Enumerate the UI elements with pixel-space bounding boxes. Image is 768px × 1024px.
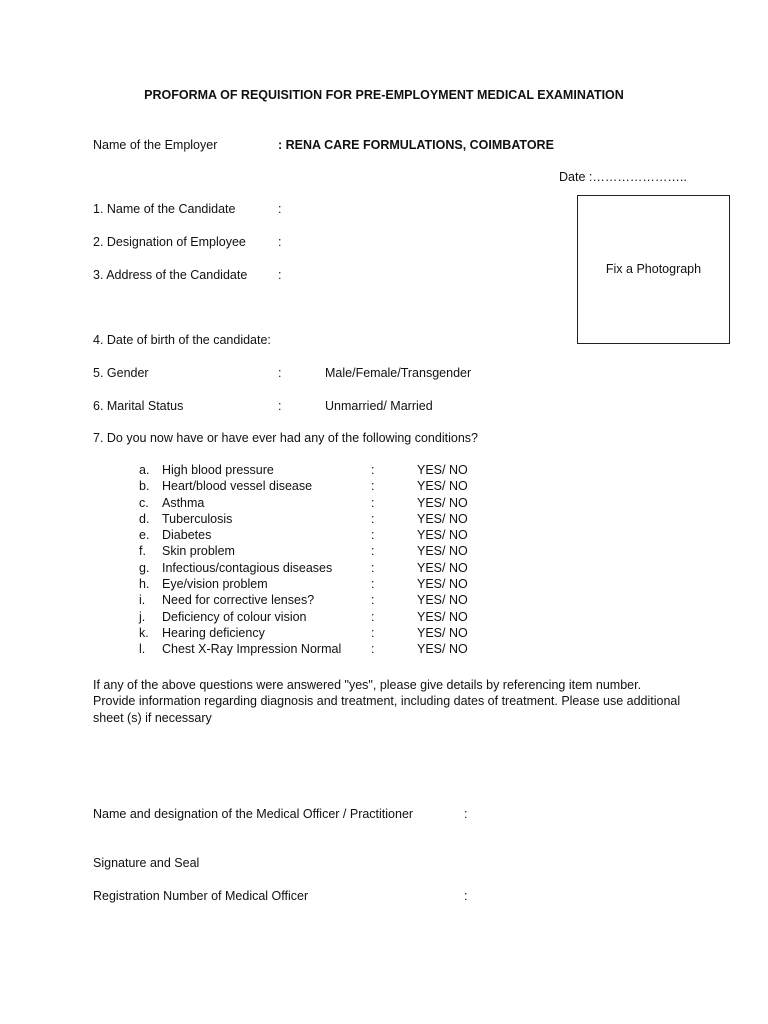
gender-label: 5. Gender: [93, 366, 149, 380]
item-letter: a.: [139, 463, 150, 477]
item-text: Hearing deficiency: [162, 625, 265, 640]
marital-options: Unmarried/ Married: [325, 399, 433, 413]
gender-colon: :: [278, 366, 282, 380]
item-letter: h.: [139, 577, 150, 592]
item-letter: g.: [139, 560, 150, 575]
item-letter: b.: [139, 479, 150, 494]
item-colon: :: [371, 609, 375, 624]
item-answer[interactable]: YES/ NO: [417, 642, 468, 657]
medical-officer-label: Name and designation of the Medical Officer / Practitioner: [93, 807, 414, 821]
item-answer[interactable]: YES/ NO: [417, 625, 468, 640]
designation-label: 2. Designation of Employee: [93, 235, 246, 249]
employer-value: : RENA CARE FORMULATIONS, COIMBATORE: [278, 138, 554, 152]
medical-officer-colon: :: [464, 807, 468, 821]
item-text: Diabetes: [162, 528, 212, 543]
item-colon: :: [371, 495, 375, 510]
item-letter: k.: [139, 625, 149, 640]
photo-label: Fix a Photograph: [605, 262, 702, 276]
item-letter: l.: [139, 642, 146, 657]
address-colon: :: [278, 268, 282, 282]
gender-options: Male/Female/Transgender: [325, 366, 472, 380]
item-answer[interactable]: YES/ NO: [417, 560, 468, 575]
item-colon: :: [371, 528, 375, 543]
item-text: Skin problem: [162, 544, 235, 559]
item-colon: :: [371, 479, 375, 494]
item-text: Asthma: [162, 495, 205, 510]
designation-colon: :: [278, 235, 282, 249]
signature-label: Signature and Seal: [93, 856, 200, 870]
item-answer[interactable]: YES/ NO: [417, 544, 468, 559]
details-instructions: If any of the above questions were answered "yes", please give details by referencing item number. Provide information regarding diagnosis and treatment, including dates of treatment. Please use additional sheet (s) if necessary: [93, 678, 681, 725]
item-colon: :: [371, 625, 375, 640]
item-answer[interactable]: YES/ NO: [417, 495, 468, 510]
item-colon: :: [371, 593, 375, 608]
photo-box: [577, 195, 730, 344]
item-text: Eye/vision problem: [162, 577, 268, 592]
candidate-name-label: 1. Name of the Candidate: [93, 202, 236, 216]
page-title: PROFORMA OF REQUISITION FOR PRE-EMPLOYMENT MEDICAL EXAMINATION: [144, 88, 624, 102]
item-text: Tuberculosis: [162, 511, 233, 526]
item-text: High blood pressure: [162, 463, 274, 477]
marital-colon: :: [278, 399, 282, 413]
item-colon: :: [371, 560, 375, 575]
marital-label: 6. Marital Status: [93, 399, 184, 413]
item-answer[interactable]: YES/ NO: [417, 463, 468, 477]
item-colon: :: [371, 463, 375, 477]
item-answer[interactable]: YES/ NO: [417, 528, 468, 543]
item-answer[interactable]: YES/ NO: [417, 609, 468, 624]
item-letter: e.: [139, 528, 150, 543]
item-colon: :: [371, 511, 375, 526]
item-text: Chest X-Ray Impression Normal: [162, 642, 342, 657]
registration-colon: :: [464, 889, 468, 903]
item-text: Infectious/contagious diseases: [162, 560, 333, 575]
candidate-name-colon: :: [278, 202, 282, 216]
item-answer[interactable]: YES/ NO: [417, 593, 468, 608]
item-letter: f.: [139, 544, 146, 559]
employer-label: Name of the Employer: [93, 138, 218, 152]
item-colon: :: [371, 577, 375, 592]
item-letter: c.: [139, 495, 149, 510]
item-colon: :: [371, 544, 375, 559]
item-colon: :: [371, 642, 375, 657]
item-text: Need for corrective lenses?: [162, 593, 315, 608]
item-answer[interactable]: YES/ NO: [417, 511, 468, 526]
date-field[interactable]: Date :…………………..: [559, 170, 687, 184]
address-label: 3. Address of the Candidate: [93, 268, 248, 282]
registration-label: Registration Number of Medical Officer: [93, 889, 309, 903]
item-text: Deficiency of colour vision: [162, 609, 307, 624]
dob-label: 4. Date of birth of the candidate:: [93, 333, 271, 347]
item-letter: d.: [139, 511, 150, 526]
item-letter: i.: [139, 593, 146, 608]
item-answer[interactable]: YES/ NO: [417, 479, 468, 494]
conditions-question: 7. Do you now have or have ever had any of the following conditions?: [93, 431, 478, 445]
item-text: Heart/blood vessel disease: [162, 479, 313, 494]
item-answer[interactable]: YES/ NO: [417, 577, 468, 592]
item-letter: j.: [139, 609, 146, 624]
